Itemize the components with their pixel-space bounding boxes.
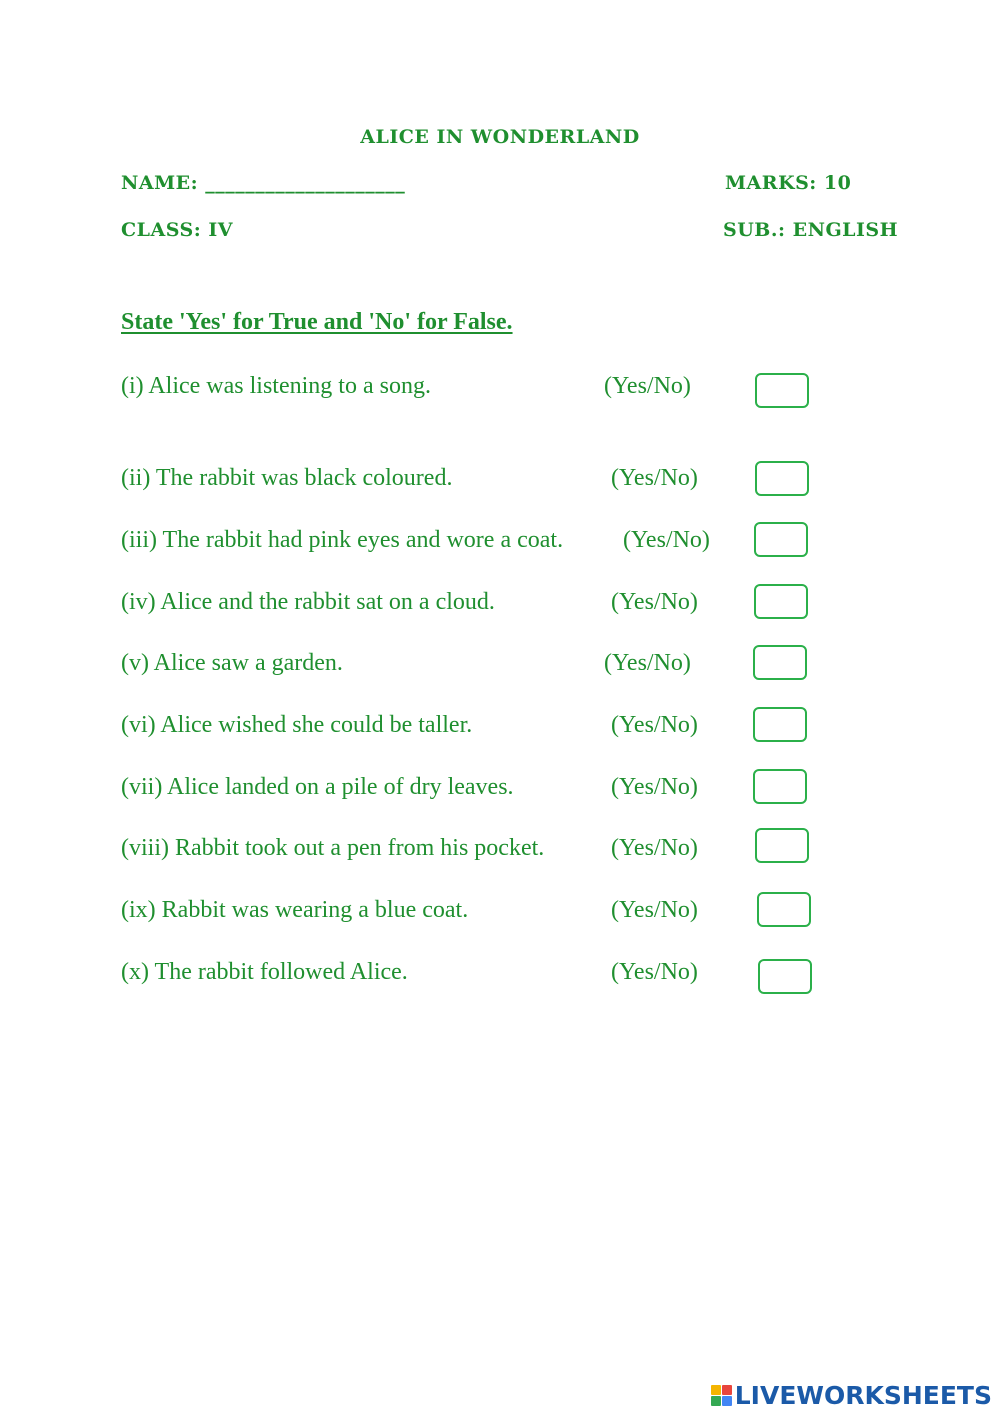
answer-input-box[interactable] bbox=[758, 959, 812, 994]
answer-input-box[interactable] bbox=[757, 892, 811, 927]
liveworksheets-logo bbox=[711, 1381, 992, 1409]
answer-input-box[interactable] bbox=[753, 769, 807, 804]
question-options: (Yes/No) bbox=[611, 959, 698, 985]
question-text: (ix) Rabbit was wearing a blue coat. bbox=[121, 897, 469, 923]
answer-input-box[interactable] bbox=[754, 522, 808, 557]
question-options: (Yes/No) bbox=[611, 712, 698, 738]
question-options: (Yes/No) bbox=[604, 650, 691, 676]
name-field-label: NAME: ____________________ bbox=[121, 172, 406, 194]
question-options: (Yes/No) bbox=[604, 373, 691, 399]
question-text: (iii) The rabbit had pink eyes and wore a coat. bbox=[121, 527, 564, 553]
question-text: (v) Alice saw a garden. bbox=[121, 650, 343, 676]
class-label: CLASS: IV bbox=[121, 219, 234, 241]
answer-input-box[interactable] bbox=[754, 584, 808, 619]
answer-input-box[interactable] bbox=[755, 373, 809, 408]
question-text: (vi) Alice wished she could be taller. bbox=[121, 712, 473, 738]
question-options: (Yes/No) bbox=[623, 527, 710, 553]
question-text: (vii) Alice landed on a pile of dry leaves. bbox=[121, 774, 514, 800]
worksheet-title: ALICE IN WONDERLAND bbox=[360, 126, 640, 148]
answer-input-box[interactable] bbox=[753, 645, 807, 680]
answer-input-box[interactable] bbox=[755, 461, 809, 496]
question-text: (viii) Rabbit took out a pen from his pocket. bbox=[121, 835, 545, 861]
marks-label: MARKS: 10 bbox=[725, 172, 852, 194]
question-text: (i) Alice was listening to a song. bbox=[121, 373, 431, 399]
logo-text: LIVEWORKSHEETS bbox=[734, 1380, 992, 1410]
liveworksheets-logo-icon bbox=[711, 1385, 732, 1406]
question-options: (Yes/No) bbox=[611, 774, 698, 800]
question-text: (x) The rabbit followed Alice. bbox=[121, 959, 408, 985]
answer-input-box[interactable] bbox=[753, 707, 807, 742]
answer-input-box[interactable] bbox=[755, 828, 809, 863]
question-text: (ii) The rabbit was black coloured. bbox=[121, 465, 453, 491]
question-options: (Yes/No) bbox=[611, 465, 698, 491]
question-options: (Yes/No) bbox=[611, 589, 698, 615]
question-options: (Yes/No) bbox=[611, 897, 698, 923]
question-options: (Yes/No) bbox=[611, 835, 698, 861]
subject-label: SUB.: ENGLISH bbox=[723, 219, 899, 241]
instruction-heading: State 'Yes' for True and 'No' for False. bbox=[121, 309, 513, 335]
question-text: (iv) Alice and the rabbit sat on a cloud. bbox=[121, 589, 495, 615]
